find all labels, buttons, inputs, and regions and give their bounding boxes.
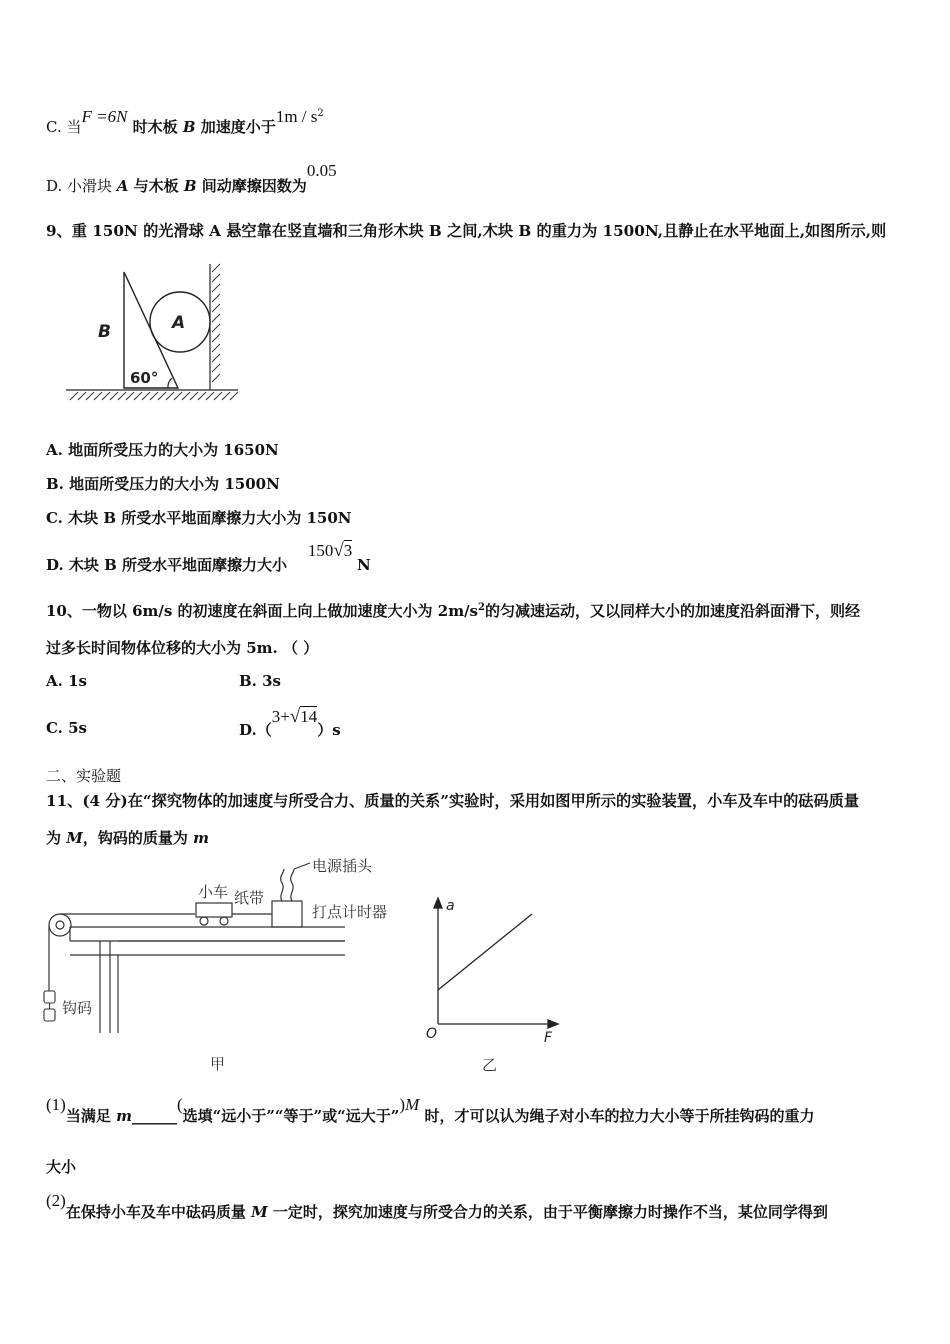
q11-p1-cont: 大小	[46, 1158, 77, 1176]
q11-jia-tape-label: 纸带	[234, 889, 265, 907]
q10-stem-line2: 过多长时间物体位移的大小为 5m. （ ）	[46, 639, 319, 657]
q11-figure-jia	[40, 855, 405, 1075]
q11-p1-hint: 选填“远小于”“等于”或“远大于”	[182, 1107, 400, 1125]
q10-d-math-expr: 3+	[271, 707, 290, 726]
q8-c-b: B	[182, 118, 196, 136]
q11-p1-M: M	[405, 1095, 420, 1114]
q11-jia-cart-label: 小车	[198, 883, 229, 901]
q11-p1-answer-blank[interactable]: ______	[131, 1107, 177, 1125]
q8-option-c	[46, 106, 324, 136]
q8-c-mid: 时木板	[127, 118, 183, 136]
q11-yi-x-label: F	[544, 1030, 553, 1046]
q8-d-post: 间动摩擦因数为	[196, 177, 307, 195]
q9-option-a: A. 地面所受压力的大小为 1650N	[46, 441, 279, 459]
q11-jia-caption: 甲	[210, 1055, 226, 1073]
q8-d-pre: D. 小滑块	[46, 177, 117, 195]
q10-stem-line1	[46, 600, 860, 621]
q10-option-a: A. 1s	[46, 672, 87, 690]
q11-jia-timer-label: 打点计时器	[312, 903, 388, 921]
q10-d-math: 3+√14	[271, 706, 318, 727]
q9-d-unit: N	[357, 556, 371, 574]
q9-option-c: C. 木块 B 所受水平地面摩擦力大小为 150N	[46, 509, 352, 527]
q8-c-post: 加速度小于	[195, 118, 276, 136]
q8-d-b: B	[183, 177, 197, 195]
q8-option-d	[46, 160, 337, 195]
q8-c-sup: 2	[317, 108, 324, 119]
q9-figure-label-b: B	[98, 322, 111, 342]
q9-figure	[60, 262, 245, 404]
q11-jia-power-label: 电源插头	[312, 857, 373, 875]
q8-d-a: A	[116, 177, 129, 195]
q9-d-math-rad: 3	[343, 541, 353, 560]
q11-figure-yi	[420, 890, 570, 1076]
q11-p1-paren-open: (	[176, 1095, 183, 1114]
q11-stem-line1: 11、(4 分)在“探究物体的加速度与所受合力、质量的关系”实验时，采用如图甲所示的实验装置，小车及车中的砝码质量	[46, 792, 860, 810]
q11-p2-num: (2)	[46, 1191, 66, 1210]
q9-option-b: B. 地面所受压力的大小为 1500N	[46, 475, 280, 493]
q8-c-pre: C. 当	[46, 118, 82, 136]
q10-option-c: C. 5s	[46, 719, 88, 737]
q10-stem-sup: 2	[478, 602, 485, 613]
q9-d-math-num: 150	[307, 541, 334, 560]
q11-part1	[46, 1094, 815, 1125]
q9-figure-label-a: A	[172, 313, 186, 333]
q10-stem-pre: 10、一物以 6m/s 的初速度在斜面上向上做加速度大小为 2m/s	[46, 602, 479, 620]
q10-d-post: ）s	[317, 721, 341, 739]
q10-option-d	[239, 706, 341, 739]
q11-p2-pre: 在保持小车及车中砝码质量	[65, 1203, 252, 1221]
q11-part2	[46, 1190, 828, 1221]
q9-stem: 9、重 150N 的光滑球 A 悬空靠在竖直墙和三角形木块 B 之间,木块 B 的重力为 1500N,且静止在水平地面上,如图所示,则	[46, 222, 887, 240]
q9-d-pre: D. 木块 B 所受水平地面摩擦力大小	[46, 556, 288, 574]
q11-p2-M: M	[251, 1203, 268, 1221]
q10-option-b: B. 3s	[239, 672, 282, 690]
q11-yi-y-label: a	[446, 898, 455, 914]
q10-d-pre: D.（	[239, 721, 272, 739]
section-title: 二、实验题	[46, 767, 122, 785]
q8-d-math: 0.05	[306, 161, 337, 180]
q11-p2-post: 一定时，探究加速度与所受合力的关系，由于平衡摩擦力时操作不当，某位同学得到	[267, 1203, 828, 1221]
q11-p1-pre: 当满足	[65, 1107, 117, 1125]
q11-line2-pre: 为	[46, 829, 67, 847]
q10-d-math-rad: 14	[300, 707, 318, 726]
q11-p1-post: 时，才可以认为绳子对小车的拉力大小等于所挂钩码的重力	[419, 1107, 815, 1125]
q11-yi-origin: O	[426, 1026, 438, 1042]
q9-d-math: 150√3	[307, 540, 353, 561]
q11-p1-num: (1)	[46, 1095, 66, 1114]
q11-line2-mass-weight: m	[193, 829, 209, 847]
q9-figure-angle: 60°	[130, 369, 159, 387]
q8-d-mid: 与木板	[128, 177, 184, 195]
q11-line2-mass-cart: M	[66, 829, 83, 847]
q10-stem-post: 的匀减速运动，又以同样大小的加速度沿斜面滑下，则经	[484, 602, 860, 620]
q11-p1-paren-close: )	[399, 1095, 406, 1114]
q8-c-math-force: F =6N	[81, 107, 128, 126]
q9-option-d	[46, 540, 371, 574]
q11-yi-caption: 乙	[482, 1056, 498, 1074]
q11-p1-m: m	[116, 1107, 132, 1125]
q8-c-math-accel: 1m / s	[275, 107, 318, 126]
q11-jia-weights-label: 钩码	[62, 999, 93, 1017]
q11-stem-line2	[46, 827, 209, 848]
q11-line2-mid: ，钩码的质量为	[82, 829, 194, 847]
